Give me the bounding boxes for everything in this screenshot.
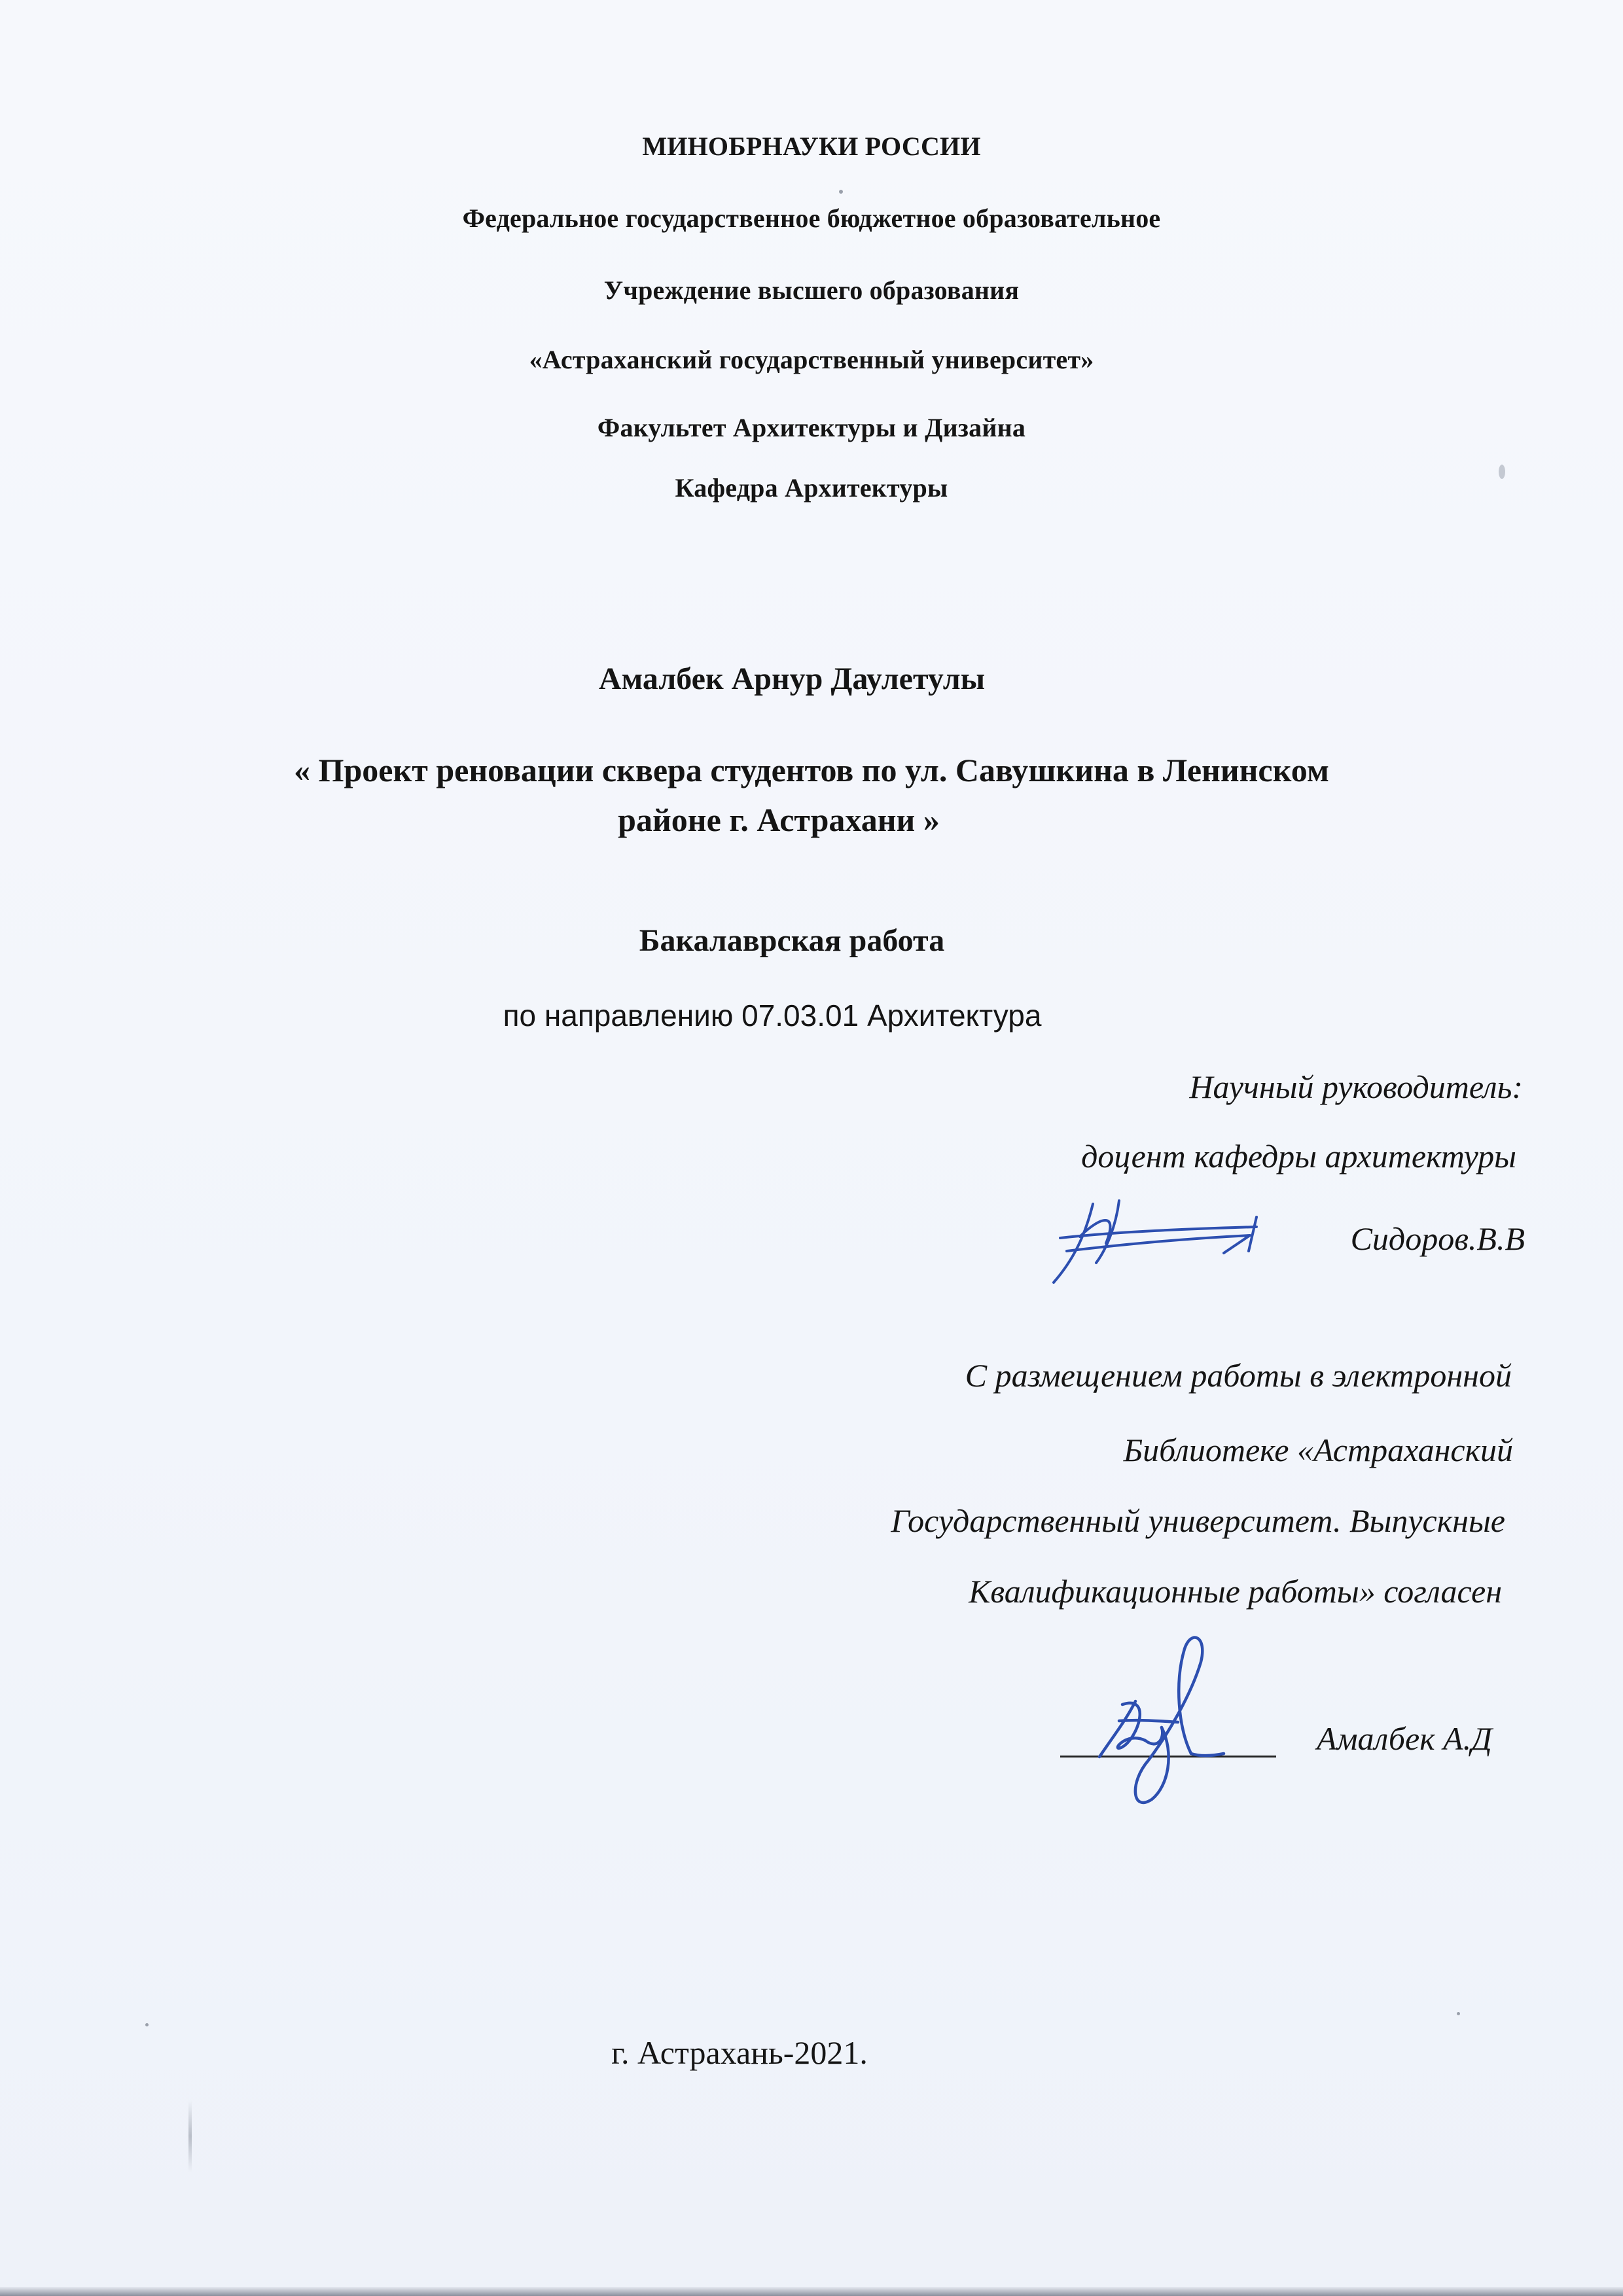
scan-bottom-edge	[0, 2287, 1623, 2296]
consent-line-4: Квалификационные работы» согласен	[969, 1573, 1502, 1610]
scan-dust-speck	[839, 190, 843, 194]
city-year: г. Астрахань-2021.	[611, 2034, 868, 2071]
consent-signer: Амалбек А.Д	[1317, 1720, 1492, 1757]
author-signature	[1060, 1623, 1296, 1812]
ministry-heading: МИНОБРНАУКИ РОССИИ	[642, 132, 981, 161]
scan-dust-speck	[1499, 465, 1505, 479]
consent-line-2: Библиотеке «Астраханский	[1123, 1432, 1513, 1468]
scan-dust-speck	[1457, 2012, 1460, 2015]
supervisor-name: Сидоров.В.В	[1350, 1220, 1525, 1257]
faculty-name: Факультет Архитектуры и Дизайна	[597, 413, 1026, 442]
scan-dust-speck	[145, 2023, 149, 2026]
thesis-title-line-1: « Проект реновации сквера студентов по ул. Савушкина в Ленинском	[294, 752, 1329, 788]
thesis-title-line-2: районе г. Астрахани »	[618, 802, 940, 838]
scan-scratch	[188, 2100, 192, 2172]
supervisor-label: Научный руководитель:	[1189, 1069, 1523, 1105]
supervisor-signature	[1041, 1191, 1289, 1296]
university-name: «Астраханский государственный университет»	[529, 345, 1094, 374]
consent-line-1: С размещением работы в электронной	[965, 1357, 1512, 1394]
institution-line-2: Учреждение высшего образования	[603, 275, 1020, 305]
direction: по направлению 07.03.01 Архитектура	[503, 998, 1042, 1033]
institution-line-1: Федеральное государственное бюджетное образовательное	[462, 203, 1161, 233]
supervisor-position: доцент кафедры архитектуры	[1081, 1138, 1516, 1174]
author-name: Амалбек Арнур Даулетулы	[598, 662, 986, 696]
consent-line-3: Государственный университет. Выпускные	[891, 1502, 1505, 1539]
work-type: Бакалаврская работа	[639, 923, 945, 958]
department-name: Кафедра Архитектуры	[675, 473, 948, 503]
